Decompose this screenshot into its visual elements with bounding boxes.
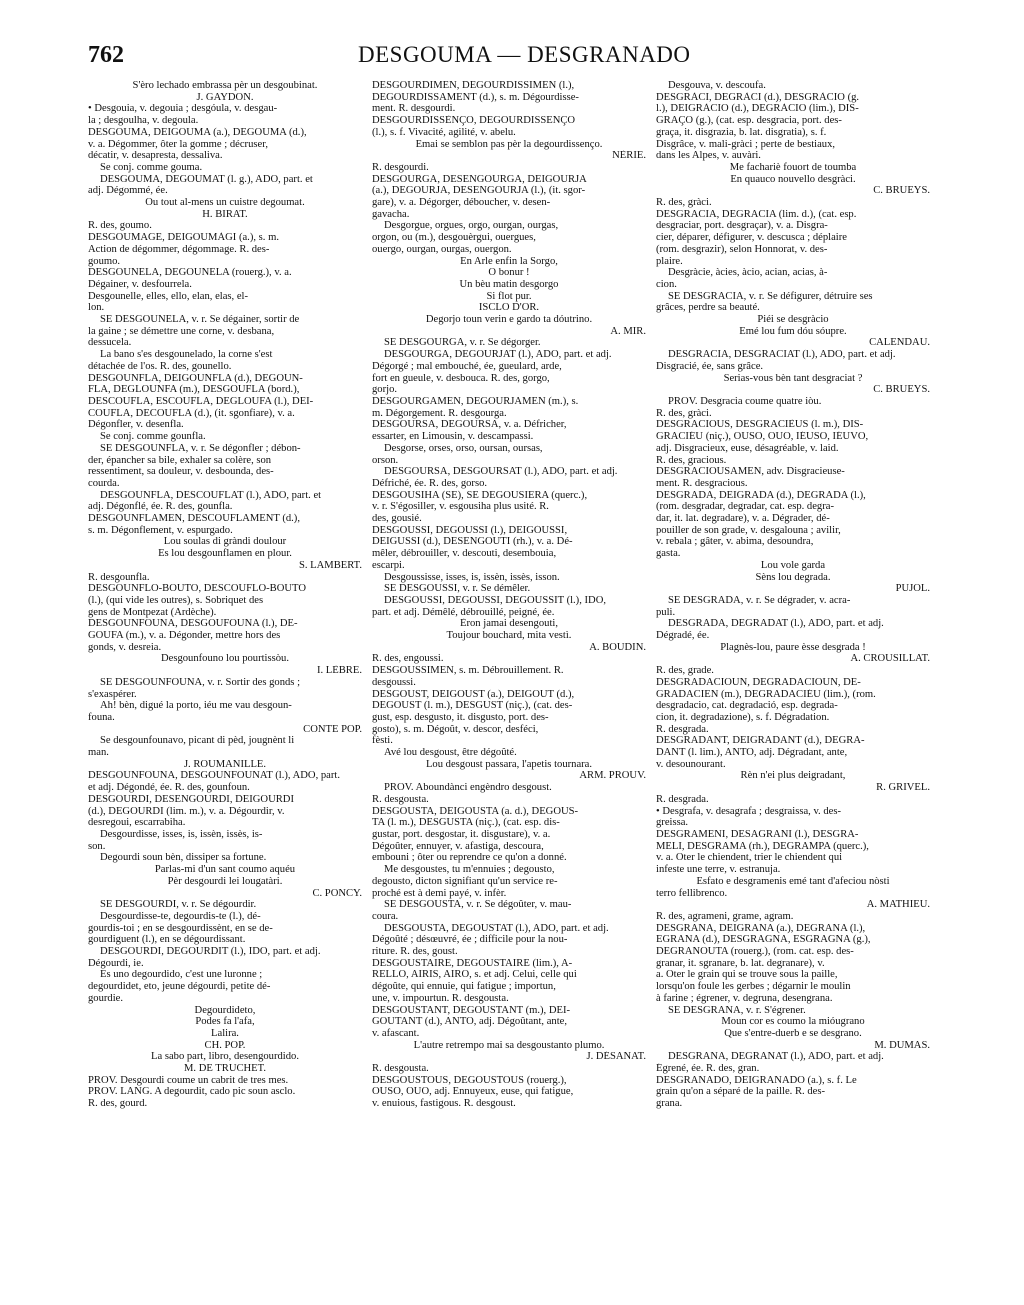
text-line: En Arle enfin la Sorgo, [460,255,558,267]
text-line: cier, déparer, défigurer, v. descusca ; déplaire [656,232,847,244]
text-line: goumo. [88,255,121,267]
text-line: R. desgourdi. [372,161,429,173]
text-line: DESCOUFLA, ESCOUFLA, DEGLOUFA (l.), DEI- [88,395,314,407]
text-line: desgraciar, port. desgraçar), v. a. Disgra- [656,220,828,232]
text-line: A. MATHIEU. [866,899,930,911]
text-line: gare), v. a. Dégorger, déboucher, v. desen- [372,197,551,209]
text-line: Action de dégommer, dégommage. R. des- [88,243,270,255]
text-line: orgon, ou (m.), desgouèrgui, ouergues, [372,232,536,244]
text-line: La sabo part, libro, desengourdido. [151,1051,299,1063]
text-line: M. DUMAS. [874,1039,930,1051]
text-line: lorsqu'on foule les gerbes ; dégarnir le moulin [656,981,851,993]
text-line: DESGOURGAMEN, DEGOURJAMEN (m.), s. [372,395,579,407]
text-line: En quauco nouvello desgràci. [730,173,856,185]
text-line: ouergo, ourgan, ourgas, ouergon. [372,243,512,255]
text-line: R. des, gràci. [656,197,712,209]
text-line: Que s'entre-duerb e se desgrano. [724,1027,862,1039]
text-line: Disgracié, ée, sans grâce. [656,360,764,372]
text-line: R. des, agrameni, grame, agram. [656,910,794,922]
text-line: L'autre retrempo mai sa desgoustanto plumo. [413,1039,605,1051]
text-line: Dégoûter, ennuyer, v. afastiga, descoura, [372,840,544,852]
text-line: Lou desgoust passara, l'apetis tournara. [425,758,593,770]
text-line: DESGOUST, DEIGOUST (a.), DEIGOUT (d.), [372,688,575,700]
text-line: des, gousié. [372,513,422,525]
text-line: I. LÈBRE. [316,665,362,677]
text-line: lon. [88,302,105,314]
text-line: R. des, gourd. [88,1098,148,1110]
text-line: Desgorse, orses, orso, oursan, oursas, [384,442,543,454]
text-line: Se conj. comme gounfla. [100,431,206,443]
text-line: détachée de l'os. R. des, gounello. [88,360,232,372]
text-line: DESGOUSSI, DEGOUSSI (l.), DEIGÓUSSI, [372,524,568,536]
text-line: DESGOURGA, DESENGOURGA, DEIGOURJA [372,173,587,185]
text-line: FLA, DEGLOUNFA (m.), DESGOUFLA (bord.), [88,384,300,396]
text-line: Esfato e desgramenis emé tant d'afeciou nòsti [696,875,890,887]
text-line: DESGOURGA, DEGOURJAT (l.), ADO, part. et adj. [384,349,612,361]
text-line: DESGOUNFLO-BOUTO, DESCOUFLO-BOUTO [88,583,306,595]
text-line: TA (l. m.), DESGUSTA (niç.), (cat. esp. dis- [372,817,560,829]
text-line: Avé lou desgoust, être dégoûté. [384,747,517,759]
text-line: Me desgoustes, tu m'ennuies ; degousto, [384,864,555,876]
text-line: part. et adj. Démêlé, débrouillé, peigné, ée. [372,606,555,618]
text-line: DESGOUSSI, DEGOUSSI, DEGOUSSIT (l.), IDO, [384,594,606,606]
text-line: ARM. PROUV. [579,770,646,782]
text-line: DESGOUMA, DEGOUMAT (l. g.), ADO, part. et [100,173,313,185]
text-line: essarter, en Limousin, v. descampassi. [372,431,534,443]
text-line: adj. Disgracieux, euse, désagréable, v. laid. [656,442,839,454]
text-line: proché est à demi payé, v. infèr. [372,887,507,899]
text-line: courda. [88,477,120,489]
text-line: greissa. [656,817,689,829]
text-line: graça, it. disgrazia, b. lat. disgratia), s. f. [656,126,827,138]
text-line: DESGRANA, DEGRANAT (l.), ADO, part. et adj. [668,1051,884,1063]
text-line: Lou vole garda [760,559,826,571]
text-line: RELLO, AIRIS, AIRO, s. et adj. Celui, celle qui [372,969,577,981]
text-line: desgoussi. [372,676,416,688]
text-line: à farine ; égrener, v. degruna, desengrana. [656,992,833,1004]
text-line: R. desgrada. [656,723,709,735]
text-line: SE DESGRANA, v. r. S'égrener. [668,1004,806,1016]
text-line: Es uno degourdido, c'est une luronne ; [100,969,263,981]
text-line: Toujour bouchard, mita vestì. [446,630,572,642]
text-line: Desgourdisse, isses, is, issèn, issès, is- [100,829,263,840]
text-line: ment. R. desgourdi. [372,103,456,115]
text-line: Dégainer, v. desfourrela. [88,278,192,290]
text-line: gonds, v. desreia. [88,641,162,653]
text-line: DESGOUNFLA, DESCOUFLAT (l.), ADO, part. et [100,489,322,501]
text-line: SE DESGOUNFLA, v. r. Se dégonfler ; débon- [100,442,301,454]
text-line: Dégonfler, v. desenfla. [88,419,184,431]
text-line: Moun cor es coumo la mióugrano [721,1016,865,1028]
text-line: son. [88,840,106,852]
text-line: DEIGUSSI (d.), DESENGOUTI (rh.), v. a. Dé- [372,536,573,548]
text-line: Degourdideto, [194,1004,256,1016]
page-header [88,42,958,82]
text-line: DESGOUSTA, DEIGOUSTA (a. d.), DEGOUS- [372,805,579,817]
text-line: DESGRANA, DEIGRANA (a.), DEGRANA (l.), [656,922,866,934]
text-line: la gaine ; se démettre une corne, v. desbana, [88,325,275,337]
text-line: (l.), (qui vide les outres), s. Sobriquet des [88,594,264,606]
text-line: a. Oter le grain qui se trouve sous la paille, [656,969,838,981]
text-line: s. m. Dégonflement, v. espurgado. [88,524,233,536]
text-line: Es lou desgounflamen en plour. [158,548,292,560]
text-line: dar, it. lat. degradare), v. a. Dégrader, dé- [656,513,830,525]
text-line: Égrené, ée. R. des, gran. [656,1063,760,1075]
text-line: man. [88,747,109,759]
text-line: grain qu'on a séparé de la paille. R. des- [656,1086,825,1098]
text-line: R. desgousta. [372,793,429,805]
text-line: v. a. Oter le chiendent, trier le chiendent qui [656,852,843,864]
text-line: der, épancher sa bile, exhaler sa colère, son [88,454,272,466]
text-line: fèsti. [372,735,393,747]
text-line: EGRANA (d.), DESGRAGNA, ESGRAGNA (g.), [656,934,871,946]
text-line: dessucela. [88,337,132,349]
text-line: J. GAYDON. [196,91,254,103]
text-line: cion. [656,278,677,290]
text-line: DESGOUNFLA, DEIGOUNFLA (d.), DEGOUN- [88,372,303,384]
text-line: SE DESGRADA, v. r. Se dégrader, v. acra- [668,594,851,606]
text-line: Èron jamai desengouti, [460,618,558,630]
text-line: ment. R. desgracious. [656,477,748,489]
text-line: Se desgounfounavo, picant di pèd, jougnènt li [100,735,295,747]
text-line: plaire. [656,255,683,267]
text-line: DESGRACIOUS, DESGRACIÈUS (l. m.), DIS- [656,419,864,431]
text-line: DESGOUMA, DEIGOUMA (a.), DEGOUMA (d.), [88,126,307,138]
text-line: CONTE POP. [303,723,362,735]
text-line: CALENDAU. [869,337,930,349]
text-line: gasta. [656,548,681,560]
text-line: ISCLO D'OR. [478,302,540,314]
page-number: 762 [88,42,124,68]
text-line: ressentiment, sa douleur, v. desbounda, des- [88,466,274,478]
text-line: cion, it. degradazione), s. f. Dégradation. [656,711,830,723]
text-line: gosto), s. m. Dégoût, v. descor, desféci, [372,723,539,735]
text-line: MELI, DESGRAMA (rh.), DEGRAMPA (querc.), [656,840,869,852]
text-line: DESGRACIA, DESGRACIAT (l.), ADO, part. et adj. [668,349,896,361]
text-line: R. GRIVEL. [876,782,930,794]
column-1 [88,80,362,1210]
text-line: GOUFA (m.), v. a. Dégonder, mettre hors des [88,630,281,642]
text-line: Emé lou fum dóu sóupre. [739,325,847,337]
text-line: la ; desgoulha, v. degoula. [88,115,199,127]
text-line: Dégoûté ; désœuvré, ée ; difficile pour la nou- [372,934,568,946]
text-line: DEGOUST (l. m.), DESGUST (niç.), (cat. des- [372,700,573,712]
text-line: infeste une terre, v. estranuja. [656,864,781,876]
text-line: DESGOUSTOUS, DEGOUSTOUS (rouerg.), [372,1074,567,1086]
text-line: DESGRACIOUSAMEN, adv. Disgracieuse- [656,466,845,478]
text-line: DESGOUMAGE, DEIGOUMÀGI (a.), s. m. [88,232,279,244]
text-line: une, v. impourtun. R. desgousta. [372,992,509,1004]
text-line: m. Dégorgement. R. desgourga. [372,407,507,419]
text-line: Lou soulas di gràndi doulour [163,536,287,548]
text-line: (d.), DEGOURDI (lim. m.), v. a. Dégourdir, v. [88,805,285,817]
text-line: Degorjo toun verin e gardo ta dóutrino. [425,314,593,326]
text-line: H. BIRAT. [202,208,248,220]
text-line: Desgounelle, elles, ello, elan, elas, el- [88,290,249,302]
text-line: DESGOURDISSÈNÇO, DEGOURDISSENÇO [372,115,576,127]
text-line: Emai se semblon pas pèr la degourdissenço. [415,138,603,150]
text-line: mêler, débrouiller, v. descouti, desembouia, [372,548,557,560]
text-line: Desgorgue, orgues, orgo, ourgan, ourgas, [384,220,559,232]
text-line: La bano s'es desgounelado, la corne s'est [100,349,273,361]
text-line: desgradacio, cat. degradació, esp. degrada- [656,700,838,712]
text-line: Desgounfouno lou pourtissòu. [160,653,289,665]
text-line: R. desgounfla. [88,571,150,583]
text-line: J. ROUMANILLE. [183,758,267,770]
text-line: SE DESGRACIA, v. r. Se défigurer, détruire ses [668,290,873,302]
text-line: v. rebala ; gâter, v. abima, desoundra, [656,536,814,548]
text-line: DESGOURSA, DESGOURSAT (l.), ADO, part. et adj. [384,466,618,478]
text-line: A. CROUSILLAT. [850,653,930,665]
text-line: Pèr desgourdi lei lougatàri. [167,875,283,887]
text-line: DESGRAMENI, DESAGRANI (l.), DESGRA- [656,829,859,840]
text-line: Podes fa l'afa, [195,1016,255,1028]
text-line: R. des, grade. [656,665,714,677]
text-line: (rom. desgradar, degradar, cat. esp. degra- [656,501,834,513]
text-line: DESGOUSTA, DEGOUSTAT (l.), ADO, part. et adj. [384,922,609,934]
text-line: Rèn n'ei plus deigradant, [740,770,846,782]
text-line: dans les Alpes, v. auvàri. [656,150,761,162]
text-line: PROV. Aboundànci engèndro desgoust. [384,782,552,794]
text-line: Dégradé, ée. [656,630,710,642]
text-line: DESGOURDI, DEGOURDIT (l.), IDO, part. et adj. [100,946,321,958]
text-line: PROV. LANG. A degourdit, cado pic soun asclo. [88,1086,296,1098]
text-line: et adj. Dégondé, ée. R. des, gounfoun. [88,782,250,794]
text-line: Ou tout al-mens un cuistre degoumat. [145,197,305,209]
text-line: puli. [656,606,676,618]
text-line: Plagnès-lou, paure èsse desgrada ! [720,641,866,653]
text-line: PROV. Desgracia coume quatre iòu. [668,395,822,407]
text-line: SE DESGOUSTA, v. r. Se dégoûter, v. mau- [384,899,572,911]
text-line: Degourdi soun bèn, dissiper sa fortune. [100,852,267,864]
text-line: adj. Dégonflé, ée. R. des, gounfla. [88,501,233,513]
text-line: M. DE TRUCHET. [183,1063,266,1075]
text-line: A. BOUDIN. [589,641,646,653]
text-line: degourdidet, eto, jeune dégourdi, petite dé- [88,981,271,993]
text-line: SE DESGOUNELA, v. r. Se dégainer, sortir de [100,314,300,326]
text-line: S. LAMBERT. [298,559,362,571]
text-line: CH. POP. [204,1039,246,1051]
text-line: (l.), s. f. Vivacité, agilité, v. abelu. [372,126,516,138]
text-line: Desgourdisse-te, degourdis-te (l.), dé- [100,910,261,922]
text-line: granar, it. sgranare, b. lat. degranare), v. [656,957,825,969]
column-3 [656,80,930,1210]
text-line: gust, esp. desgusto, it. disgusto, port. des- [372,711,549,723]
text-line: SE DESGOUSSI, v. r. Se démêler. [384,583,531,595]
text-line: DESGOURSA, DEGOURSA, v. a. Défricher, [372,419,567,431]
text-line: v. enuious, fastigous. R. desgoust. [372,1098,516,1110]
text-line: Défriché, ée. R. des, gorso. [372,477,488,489]
text-line: Piéi se desgràcio [757,314,829,326]
text-line: Se conj. comme gouma. [100,161,203,173]
text-line: SE DESGOURDI, v. r. Se dégourdir. [100,899,257,911]
text-line: adj. Dégommé, ée. [88,185,168,197]
text-line: riture. R. des, goust. [372,946,458,958]
text-line: GOUTANT (d.), ANTO, adj. Dégoûtant, ante, [372,1016,568,1028]
text-line: PUJOL. [895,583,930,595]
text-line: Si flot pur. [486,290,532,302]
text-line: SE DESGOURGA, v. r. Se dégorger. [384,337,541,349]
text-line: (rom. desgrazir), selon Honnorat, v. des- [656,243,828,255]
text-line: GRADACIEN (m.), DEGRADACIÉU (lim.), (rom. [656,688,876,700]
text-line: R. des, gracious. [656,454,727,466]
text-line: Ah! bèn, digué la porto, iéu me vau desgoun- [100,700,292,712]
text-line: DESGRÀCI, DEGRÀCI (d.), DESGRÀCIO (g. [656,91,860,103]
text-line: O bonur ! [488,267,530,279]
text-line: R. desgousta. [372,1063,429,1075]
text-line: v. afascant. [372,1027,420,1039]
text-line: founa. [88,711,115,723]
text-line: embouni ; ôter ou reprendre ce qu'on a donné. [372,852,567,864]
text-line: Desgouva, v. descoufa. [668,80,766,91]
text-line: PROV. Desgourdi coume un cabrit de tres mes. [88,1074,289,1086]
text-line: DESGOUNFOUNA, DESGOUNFOUNAT (l.), ADO, part. [88,770,340,782]
text-line: DESGRADACIOUN, DEGRADACIOUN, DE- [656,676,861,688]
text-line: NÈRIE. [612,150,646,162]
text-line: DESGOUNFLAMEN, DESCOUFLAMENT (d.), [88,513,300,525]
running-title: DESGOUMA — DESGRANADO [358,42,691,67]
text-line: COUFLA, DECOUFLA (d.), (it. sgonfiare), v. a. [88,407,295,419]
text-line: gens de Montpezat (Ardèche). [88,606,217,618]
text-line: DESGRADANT, DEIGRADANT (d.), DEGRA- [656,735,865,747]
text-line: C. BRUEYS. [873,185,930,197]
text-line: R. des, gràci. [656,407,712,419]
text-line: terro fellibrenco. [656,887,728,899]
text-line: Sèns lou degrada. [755,571,831,583]
text-line: DESGRADA, DEIGRADA (d.), DEGRADA (l.), [656,489,866,501]
text-line: fort en gueule, v. desbouca. R. des, gorgo, [372,372,550,384]
text-line: Me fachariè fouort de toumba [729,161,857,173]
text-line: Dégorgé ; mal embouché, ée, gueulard, arde, [372,360,562,372]
text-line: l.), DEIGRÀCIO (d.), DEGRÀCIO (lim.), DIS- [656,103,859,115]
text-line: v. r. S'égosiller, v. esgousiha plus usité. R. [372,501,549,513]
text-line: v. a. Dégommer, ôter la gomme ; décruser, [88,138,268,150]
text-line: DESGRANADO, DEIGRANADO (a.), s. f. Le [656,1074,857,1086]
text-line: coura. [372,910,399,922]
text-line: DESGOUSIHA (SE), SE DEGOUSIERA (querc.), [372,489,588,501]
text-line: desregoui, escarrabiha. [88,817,186,829]
text-line: J. DÉSANAT. [586,1051,646,1063]
text-line: gustar, port. desgostar, it. disgustare), v. a. [372,829,551,840]
text-line: Un bèu matin desgorgo [459,278,559,290]
text-line: Serias-vous bèn tant desgraciat ? [723,372,863,384]
text-line: DESGOUSSIMEN, s. m. Débrouillement. R. [372,665,564,677]
text-line: escarpi. [372,559,405,571]
column-2 [372,80,646,1210]
text-line: Lalira. [211,1027,239,1039]
text-line: R. des, goumo. [88,220,152,232]
text-line: grana. [656,1098,683,1110]
text-line: gavacha. [372,208,410,220]
text-line: GRAÇO (g.), (cat. esp. desgracia, port. des- [656,115,842,127]
text-line: gourdie. [88,992,124,1004]
text-line: DESGOUNFOUNA, DESGOUFOUNA (l.), DE- [88,618,298,630]
text-line: Dégourdi, ie. [88,957,144,969]
text-line: DESGOURDIMEN, DEGOURDISSIMEN (l.), [372,80,575,91]
text-line: S'èro lechado embrassa pèr un desgoubinat. [132,80,318,91]
text-line: grâces, perdre sa beauté. [656,302,760,314]
text-line: pouiller de son grade, v. desgalouna ; avilir, [656,524,841,536]
text-line: DANT (l. lim.), ANTO, adj. Dégradant, ante, [656,747,848,759]
text-line: DESGOUNELA, DEGOUNELA (rouerg.), v. a. [88,267,292,279]
text-line: DEGRANOUTA (rouerg.), (rom. cat. esp. des- [656,946,854,958]
text-line: s'exaspérer. [88,688,137,700]
text-line: DESGOUSTANT, DEGOUSTANT (m.), DEI- [372,1004,570,1016]
text-line: DESGOUSTAIRE, DEGOUSTAIRE (lim.), A- [372,957,573,969]
text-line: DESGRACIA, DEGRACIA (lim. d.), (cat. esp. [656,208,857,220]
text-line: Disgrâce, v. mali-gràci ; perte de bestiaux, [656,138,836,150]
text-line: Parlas-mi d'un sant coumo aquéu [154,864,296,876]
text-line: (a.), DEGOURJA, DESENGOURJA (l.), (it. sgor- [372,185,586,197]
text-line: gourdis-toi ; en se desgourdissènt, en se de- [88,922,273,934]
text-line: GRACIÉU (niç.), OUSO, OUO, IÉUSO, IÉUVO, [656,431,869,443]
text-line: décatir, v. desapresta, dessaliva. [88,150,223,162]
text-line: orson. [372,454,399,466]
text-line: OUSO, OUO, adj. Ennuyeux, euse, qui fatigue, [372,1086,574,1098]
text-line: C. BRUEYS. [873,384,930,396]
text-line: DESGRADA, DEGRADAT (l.), ADO, part. et adj. [668,618,884,630]
text-line: DEGOURDISSAMENT (d.), s. m. Dégourdisse- [372,91,579,103]
text-line: dégoûte, qui ennuie, qui fatigue ; importun, [372,981,556,993]
text-line: degousto, dicton signifiant qu'un service re- [372,875,558,887]
text-line: R. des, engoussi. [372,653,444,665]
text-line: DESGOURDI, DESENGOURDI, DEIGOURDI [88,793,294,805]
text-line: • Desgrafa, v. desagrafa ; desgraissa, v. des- [656,805,842,817]
text-line: Desgràcie, àcies, àcio, acian, acias, à- [668,267,828,279]
text-line: gorjo. [372,384,398,396]
text-line: gourdiguent (l.), en se dégourdissant. [88,934,246,946]
text-line: C. PONCY. [312,887,362,899]
text-line: • Desgouia, v. degouia ; desgóula, v. desgau- [88,103,278,115]
text-line: SE DESGOUNFOUNA, v. r. Sortir des gonds ; [100,676,301,688]
text-line: A. MIR. [610,325,646,337]
text-line: Desgoussisse, isses, is, issèn, issès, isson. [384,571,560,583]
text-line: R. desgrada. [656,793,709,805]
text-line: v. desounourant. [656,758,726,770]
